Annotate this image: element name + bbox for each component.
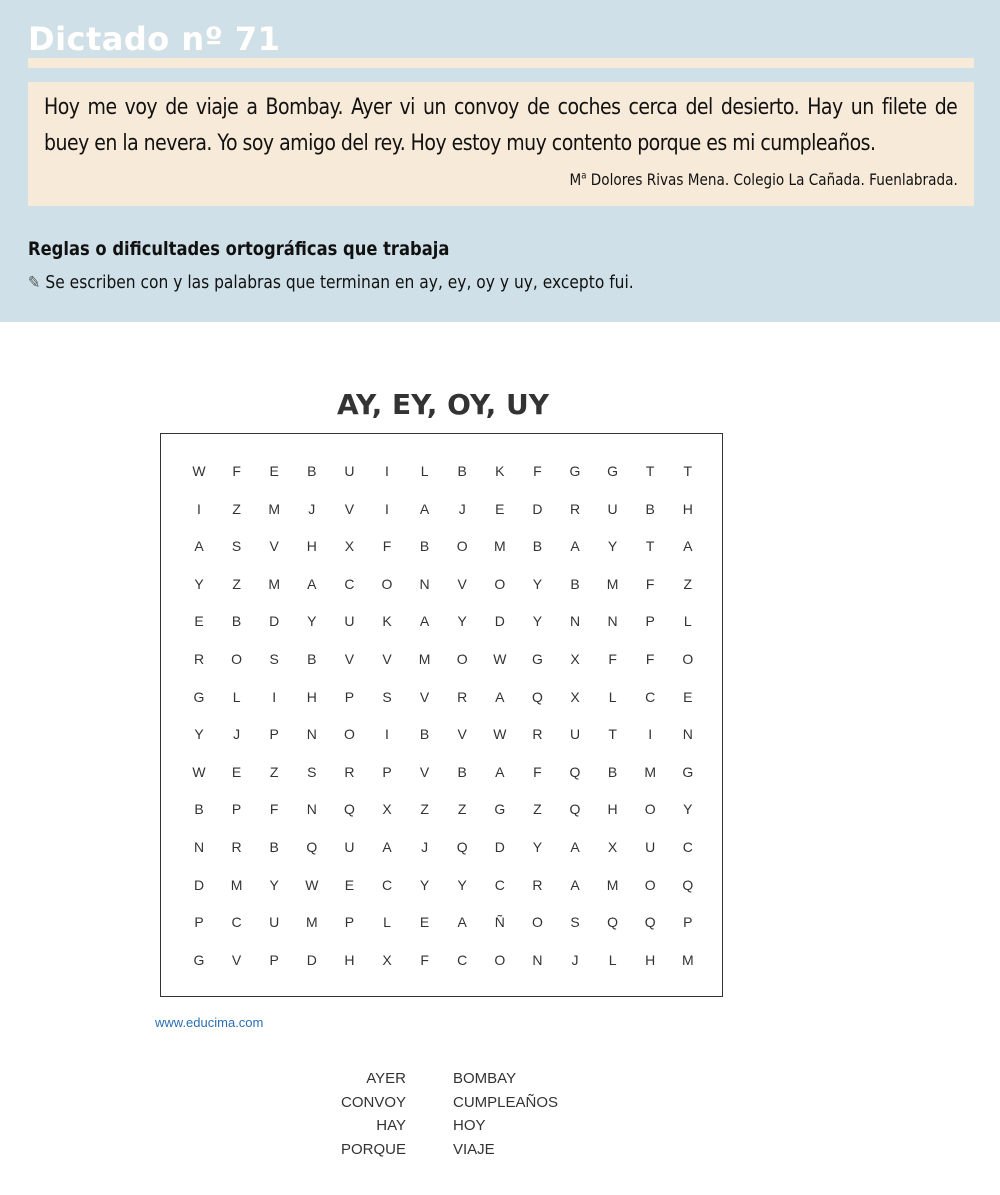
grid-letter[interactable]: N — [306, 726, 317, 743]
puzzle-title: AY, EY, OY, UY — [336, 388, 549, 421]
grid-row — [161, 726, 722, 746]
grid-letter[interactable]: A — [419, 613, 430, 630]
grid-letter[interactable]: R — [457, 688, 468, 705]
grid-letter[interactable]: E — [269, 463, 279, 479]
grid-letter[interactable]: B — [457, 763, 467, 780]
grid-letter[interactable]: Y — [532, 613, 543, 630]
grid-letter[interactable]: V — [419, 763, 430, 780]
grid-letter[interactable]: P — [344, 914, 355, 931]
grid-letter[interactable]: S — [269, 651, 279, 667]
grid-letter[interactable]: U — [344, 839, 355, 855]
grid-letter[interactable]: Z — [457, 801, 467, 818]
grid-letter[interactable]: Ñ — [494, 914, 505, 931]
grid-letter[interactable]: V — [269, 538, 279, 555]
grid-letter[interactable]: D — [269, 613, 280, 630]
title-rule — [28, 58, 974, 68]
author-credit — [570, 170, 958, 189]
grid-letter[interactable]: A — [457, 914, 467, 931]
grid-letter[interactable]: T — [645, 463, 655, 479]
grid-letter[interactable]: D — [494, 613, 505, 630]
grid-letter[interactable]: C — [231, 914, 242, 931]
word-item: HAY — [376, 1117, 406, 1134]
grid-letter[interactable]: J — [571, 951, 579, 968]
grid-letter[interactable]: M — [493, 538, 506, 555]
grid-letter[interactable]: C — [344, 575, 355, 592]
grid-letter[interactable]: Y — [194, 726, 204, 743]
grid-letter[interactable]: H — [344, 951, 355, 968]
word-item: AYER — [366, 1070, 406, 1087]
grid-letter[interactable]: S — [307, 763, 317, 780]
grid-letter[interactable]: C — [494, 876, 505, 893]
grid-letter[interactable]: O — [456, 651, 468, 667]
grid-letter[interactable]: N — [682, 726, 693, 743]
grid-letter[interactable]: X — [382, 951, 392, 968]
grid-letter[interactable]: R — [532, 876, 543, 893]
grid-letter[interactable]: W — [192, 763, 206, 780]
grid-letter[interactable]: Q — [644, 914, 656, 931]
grid-letter[interactable]: I — [272, 688, 277, 705]
grid-letter[interactable]: F — [608, 651, 617, 667]
grid-letter[interactable]: A — [307, 575, 317, 592]
grid-letter[interactable]: R — [231, 839, 242, 855]
grid-row — [161, 613, 722, 633]
grid-letter[interactable]: H — [306, 688, 317, 705]
grid-letter[interactable]: E — [194, 613, 204, 630]
grid-letter[interactable]: D — [532, 500, 543, 517]
grid-letter[interactable]: W — [493, 726, 507, 743]
grid-letter[interactable]: K — [382, 613, 392, 630]
word-list-right — [453, 1067, 558, 1161]
grid-letter[interactable]: Z — [533, 801, 542, 818]
grid-letter[interactable]: U — [269, 914, 280, 931]
grid-letter[interactable]: B — [194, 801, 204, 818]
grid-letter[interactable]: E — [419, 914, 430, 931]
grid-letter[interactable]: Y — [607, 538, 618, 555]
grid-letter[interactable]: M — [230, 876, 243, 893]
grid-letter[interactable]: M — [606, 575, 619, 592]
grid-letter[interactable]: D — [306, 951, 317, 968]
word-item: CONVOY — [340, 1093, 406, 1111]
grid-letter[interactable]: P — [194, 914, 204, 931]
grid-row — [161, 576, 722, 596]
word-item: HOY — [453, 1117, 486, 1134]
grid-letter[interactable]: P — [344, 688, 355, 705]
grid-letter[interactable]: R — [344, 763, 355, 780]
grid-letter[interactable]: G — [682, 763, 694, 780]
word-item: BOMBAY — [453, 1070, 517, 1087]
grid-letter[interactable]: Q — [531, 688, 543, 705]
grid-letter[interactable]: A — [419, 500, 430, 517]
grid-letter[interactable]: X — [570, 688, 580, 705]
rules-heading: Reglas o dificultades ortográficas que trabaja — [28, 238, 450, 260]
grid-letter[interactable]: Y — [532, 575, 543, 592]
grid-letter[interactable]: B — [307, 651, 317, 667]
grid-letter[interactable]: O — [531, 914, 543, 931]
grid-letter[interactable]: U — [344, 463, 355, 479]
grid-letter[interactable]: D — [494, 839, 505, 855]
grid-letter[interactable]: R — [193, 651, 205, 667]
grid-letter[interactable]: F — [420, 951, 429, 968]
grid-row — [161, 764, 722, 784]
word-search-grid — [160, 433, 723, 997]
dictation-box — [28, 82, 974, 206]
grid-letter[interactable]: C — [381, 876, 393, 893]
word-list-left — [341, 1067, 406, 1161]
grid-letter[interactable]: Y — [194, 575, 204, 592]
grid-letter[interactable]: M — [644, 763, 657, 780]
grid-letter[interactable]: I — [385, 726, 389, 743]
word-item: VIAJE — [453, 1140, 495, 1158]
grid-letter[interactable]: Y — [457, 876, 467, 893]
grid-letter[interactable]: A — [570, 538, 580, 555]
grid-letter[interactable]: W — [493, 651, 507, 667]
grid-letter[interactable]: B — [570, 575, 580, 592]
grid-letter[interactable]: Q — [343, 801, 355, 818]
grid-letter[interactable]: Q — [456, 839, 468, 855]
grid-letter[interactable]: T — [645, 538, 655, 555]
grid-letter[interactable]: M — [418, 651, 431, 667]
grid-letter[interactable]: M — [268, 575, 281, 592]
grid-letter[interactable]: E — [683, 688, 693, 705]
grid-letter[interactable]: Z — [420, 801, 429, 818]
grid-letter[interactable]: C — [457, 951, 468, 968]
grid-letter[interactable]: Q — [682, 876, 694, 893]
word-item: PORQUE — [340, 1140, 406, 1158]
grid-letter[interactable]: R — [569, 500, 581, 517]
grid-letter[interactable]: X — [382, 801, 392, 818]
grid-letter[interactable]: I — [197, 500, 201, 517]
grid-letter[interactable]: N — [569, 613, 581, 630]
grid-letter[interactable]: G — [531, 651, 543, 667]
grid-letter[interactable]: V — [231, 951, 242, 968]
grid-letter[interactable]: Y — [683, 801, 693, 818]
grid-letter[interactable]: M — [606, 876, 619, 893]
grid-letter[interactable]: Q — [569, 763, 581, 780]
grid-letter[interactable]: S — [231, 538, 242, 555]
grid-letter[interactable]: C — [645, 688, 656, 705]
grid-letter[interactable]: O — [494, 575, 506, 592]
grid-letter[interactable]: U — [344, 613, 355, 630]
word-item: CUMPLEAÑOS — [453, 1093, 559, 1111]
grid-letter[interactable]: L — [608, 951, 617, 968]
grid-letter[interactable]: B — [457, 463, 467, 479]
grid-row — [161, 877, 722, 897]
pencil-icon: ✎ — [28, 273, 41, 293]
grid-letter[interactable]: B — [607, 763, 618, 780]
author-rest: Dolores Rivas Mena. Colegio La Cañada. Fuenlabrada. — [586, 170, 958, 189]
grid-letter[interactable]: F — [645, 651, 655, 667]
grid-row — [161, 501, 722, 521]
grid-row — [161, 538, 722, 558]
grid-letter[interactable]: A — [495, 688, 505, 705]
grid-letter[interactable]: E — [344, 876, 355, 893]
grid-row — [161, 952, 722, 972]
grid-letter[interactable]: Y — [419, 876, 430, 893]
grid-letter[interactable]: M — [305, 914, 318, 931]
grid-letter[interactable]: A — [570, 839, 580, 855]
grid-letter[interactable]: B — [307, 463, 317, 479]
grid-letter[interactable]: G — [494, 801, 506, 818]
grid-letter[interactable]: V — [344, 651, 355, 667]
grid-letter[interactable]: O — [381, 575, 393, 592]
grid-letter[interactable]: G — [193, 951, 205, 968]
grid-letter[interactable]: N — [419, 575, 430, 592]
grid-letter[interactable]: J — [308, 500, 316, 517]
dictation-text: Hoy me voy de viaje a Bombay. Ayer vi un convoy de coches cerca del desierto. Hay un filete de buey en la nevera. Yo soy amigo del rey. Hoy estoy muy contento porque es mi cumpleaños. — [44, 95, 958, 156]
grid-letter[interactable]: G — [569, 463, 581, 479]
grid-letter[interactable]: T — [608, 726, 617, 743]
grid-letter[interactable]: F — [269, 801, 279, 818]
site-link[interactable]: www.educima.com — [155, 1015, 264, 1030]
grid-row — [161, 689, 722, 709]
grid-letter[interactable]: D — [193, 876, 205, 893]
grid-letter[interactable]: W — [305, 876, 319, 893]
grid-letter[interactable]: U — [607, 500, 618, 517]
grid-letter[interactable]: K — [495, 463, 505, 479]
grid-letter[interactable]: A — [570, 876, 580, 893]
grid-row — [161, 651, 722, 671]
grid-letter[interactable]: B — [645, 500, 655, 517]
grid-letter[interactable]: A — [683, 538, 693, 555]
grid-letter[interactable]: Z — [232, 500, 241, 517]
grid-letter[interactable]: Y — [269, 876, 279, 893]
grid-letter[interactable]: O — [644, 876, 656, 893]
grid-letter[interactable]: V — [382, 651, 392, 667]
author-prefix: M — [569, 170, 582, 189]
grid-letter[interactable]: V — [457, 726, 467, 743]
grid-letter[interactable]: R — [532, 726, 543, 743]
grid-letter[interactable]: L — [383, 914, 391, 931]
grid-letter[interactable]: H — [607, 801, 618, 818]
grid-letter[interactable]: X — [344, 538, 355, 555]
grid-letter[interactable]: M — [681, 951, 694, 968]
grid-letter[interactable]: V — [344, 500, 355, 517]
grid-letter[interactable]: C — [682, 839, 693, 855]
grid-letter[interactable]: N — [193, 839, 205, 855]
grid-letter[interactable]: J — [458, 500, 466, 517]
rule-text: Se escriben con y las palabras que terminan en ay, ey, oy y uy, excepto fui. — [45, 272, 634, 293]
grid-letter[interactable]: X — [570, 651, 580, 667]
grid-letter[interactable]: S — [382, 688, 392, 705]
grid-letter[interactable]: P — [683, 914, 693, 931]
grid-letter[interactable]: I — [385, 500, 389, 517]
grid-letter[interactable]: B — [231, 613, 242, 630]
grid-letter[interactable]: L — [232, 688, 241, 705]
grid-letter[interactable]: Q — [607, 914, 619, 931]
grid-letter[interactable]: O — [494, 951, 506, 968]
grid-letter[interactable]: F — [533, 463, 542, 479]
grid-letter[interactable]: E — [495, 500, 505, 517]
grid-letter[interactable]: A — [382, 839, 392, 855]
grid-letter[interactable]: B — [419, 538, 430, 555]
grid-letter[interactable]: H — [645, 951, 656, 968]
grid-letter[interactable]: Z — [683, 575, 693, 592]
grid-letter[interactable]: F — [645, 575, 655, 592]
grid-letter[interactable]: X — [607, 839, 618, 855]
grid-letter[interactable]: Y — [307, 613, 317, 630]
grid-letter[interactable]: Y — [457, 613, 467, 630]
grid-letter[interactable]: N — [607, 613, 618, 630]
grid-letter[interactable]: U — [645, 839, 656, 855]
grid-letter[interactable]: H — [306, 538, 317, 555]
grid-letter[interactable]: Q — [306, 839, 318, 855]
grid-letter[interactable]: O — [343, 726, 355, 743]
grid-letter[interactable]: V — [419, 688, 430, 705]
grid-row — [161, 914, 722, 934]
grid-letter[interactable]: E — [231, 763, 242, 780]
grid-letter[interactable]: Z — [232, 575, 241, 592]
grid-letter[interactable]: Y — [532, 839, 543, 855]
grid-row — [161, 839, 722, 859]
grid-letter[interactable]: Z — [269, 763, 279, 780]
grid-letter[interactable]: B — [419, 726, 430, 743]
grid-letter[interactable]: B — [532, 538, 543, 555]
grid-letter[interactable]: Q — [569, 801, 581, 818]
grid-letter[interactable]: F — [232, 463, 241, 479]
grid-letter[interactable]: O — [231, 651, 243, 667]
grid-letter[interactable]: P — [269, 726, 279, 743]
rule-item — [28, 272, 634, 293]
grid-letter[interactable]: O — [644, 801, 656, 818]
grid-letter[interactable]: I — [648, 726, 653, 743]
grid-letter[interactable]: V — [457, 575, 467, 592]
grid-letter[interactable]: N — [306, 801, 317, 818]
grid-row — [161, 801, 722, 821]
grid-letter[interactable]: F — [382, 538, 392, 555]
grid-letter[interactable]: M — [268, 500, 281, 517]
dictation-title: Dictado nº 71 — [28, 20, 281, 58]
grid-row — [161, 463, 722, 483]
grid-letter[interactable]: P — [382, 763, 392, 780]
grid-letter[interactable]: A — [495, 763, 505, 780]
grid-letter[interactable]: L — [683, 613, 692, 630]
grid-letter[interactable]: P — [231, 801, 242, 818]
grid-letter[interactable]: F — [533, 763, 542, 780]
grid-letter[interactable]: P — [269, 951, 279, 968]
grid-letter[interactable]: S — [570, 914, 580, 931]
grid-letter[interactable]: O — [456, 538, 468, 555]
grid-letter[interactable]: L — [420, 463, 429, 479]
grid-letter[interactable]: U — [569, 726, 581, 743]
grid-letter[interactable]: G — [193, 688, 205, 705]
grid-letter[interactable]: W — [192, 463, 206, 479]
grid-letter[interactable]: B — [269, 839, 279, 855]
grid-letter[interactable]: I — [385, 463, 389, 479]
author-sup: a — [581, 170, 587, 182]
grid-letter[interactable]: A — [194, 538, 204, 555]
grid-letter[interactable]: T — [683, 463, 693, 479]
grid-letter[interactable]: N — [532, 951, 543, 968]
grid-letter[interactable]: J — [421, 839, 429, 855]
grid-letter[interactable]: G — [607, 463, 619, 479]
grid-letter[interactable]: O — [682, 651, 694, 667]
grid-letter[interactable]: H — [682, 500, 693, 517]
grid-letter[interactable]: P — [645, 613, 655, 630]
grid-letter[interactable]: L — [608, 688, 617, 705]
grid-letter[interactable]: J — [233, 726, 241, 743]
